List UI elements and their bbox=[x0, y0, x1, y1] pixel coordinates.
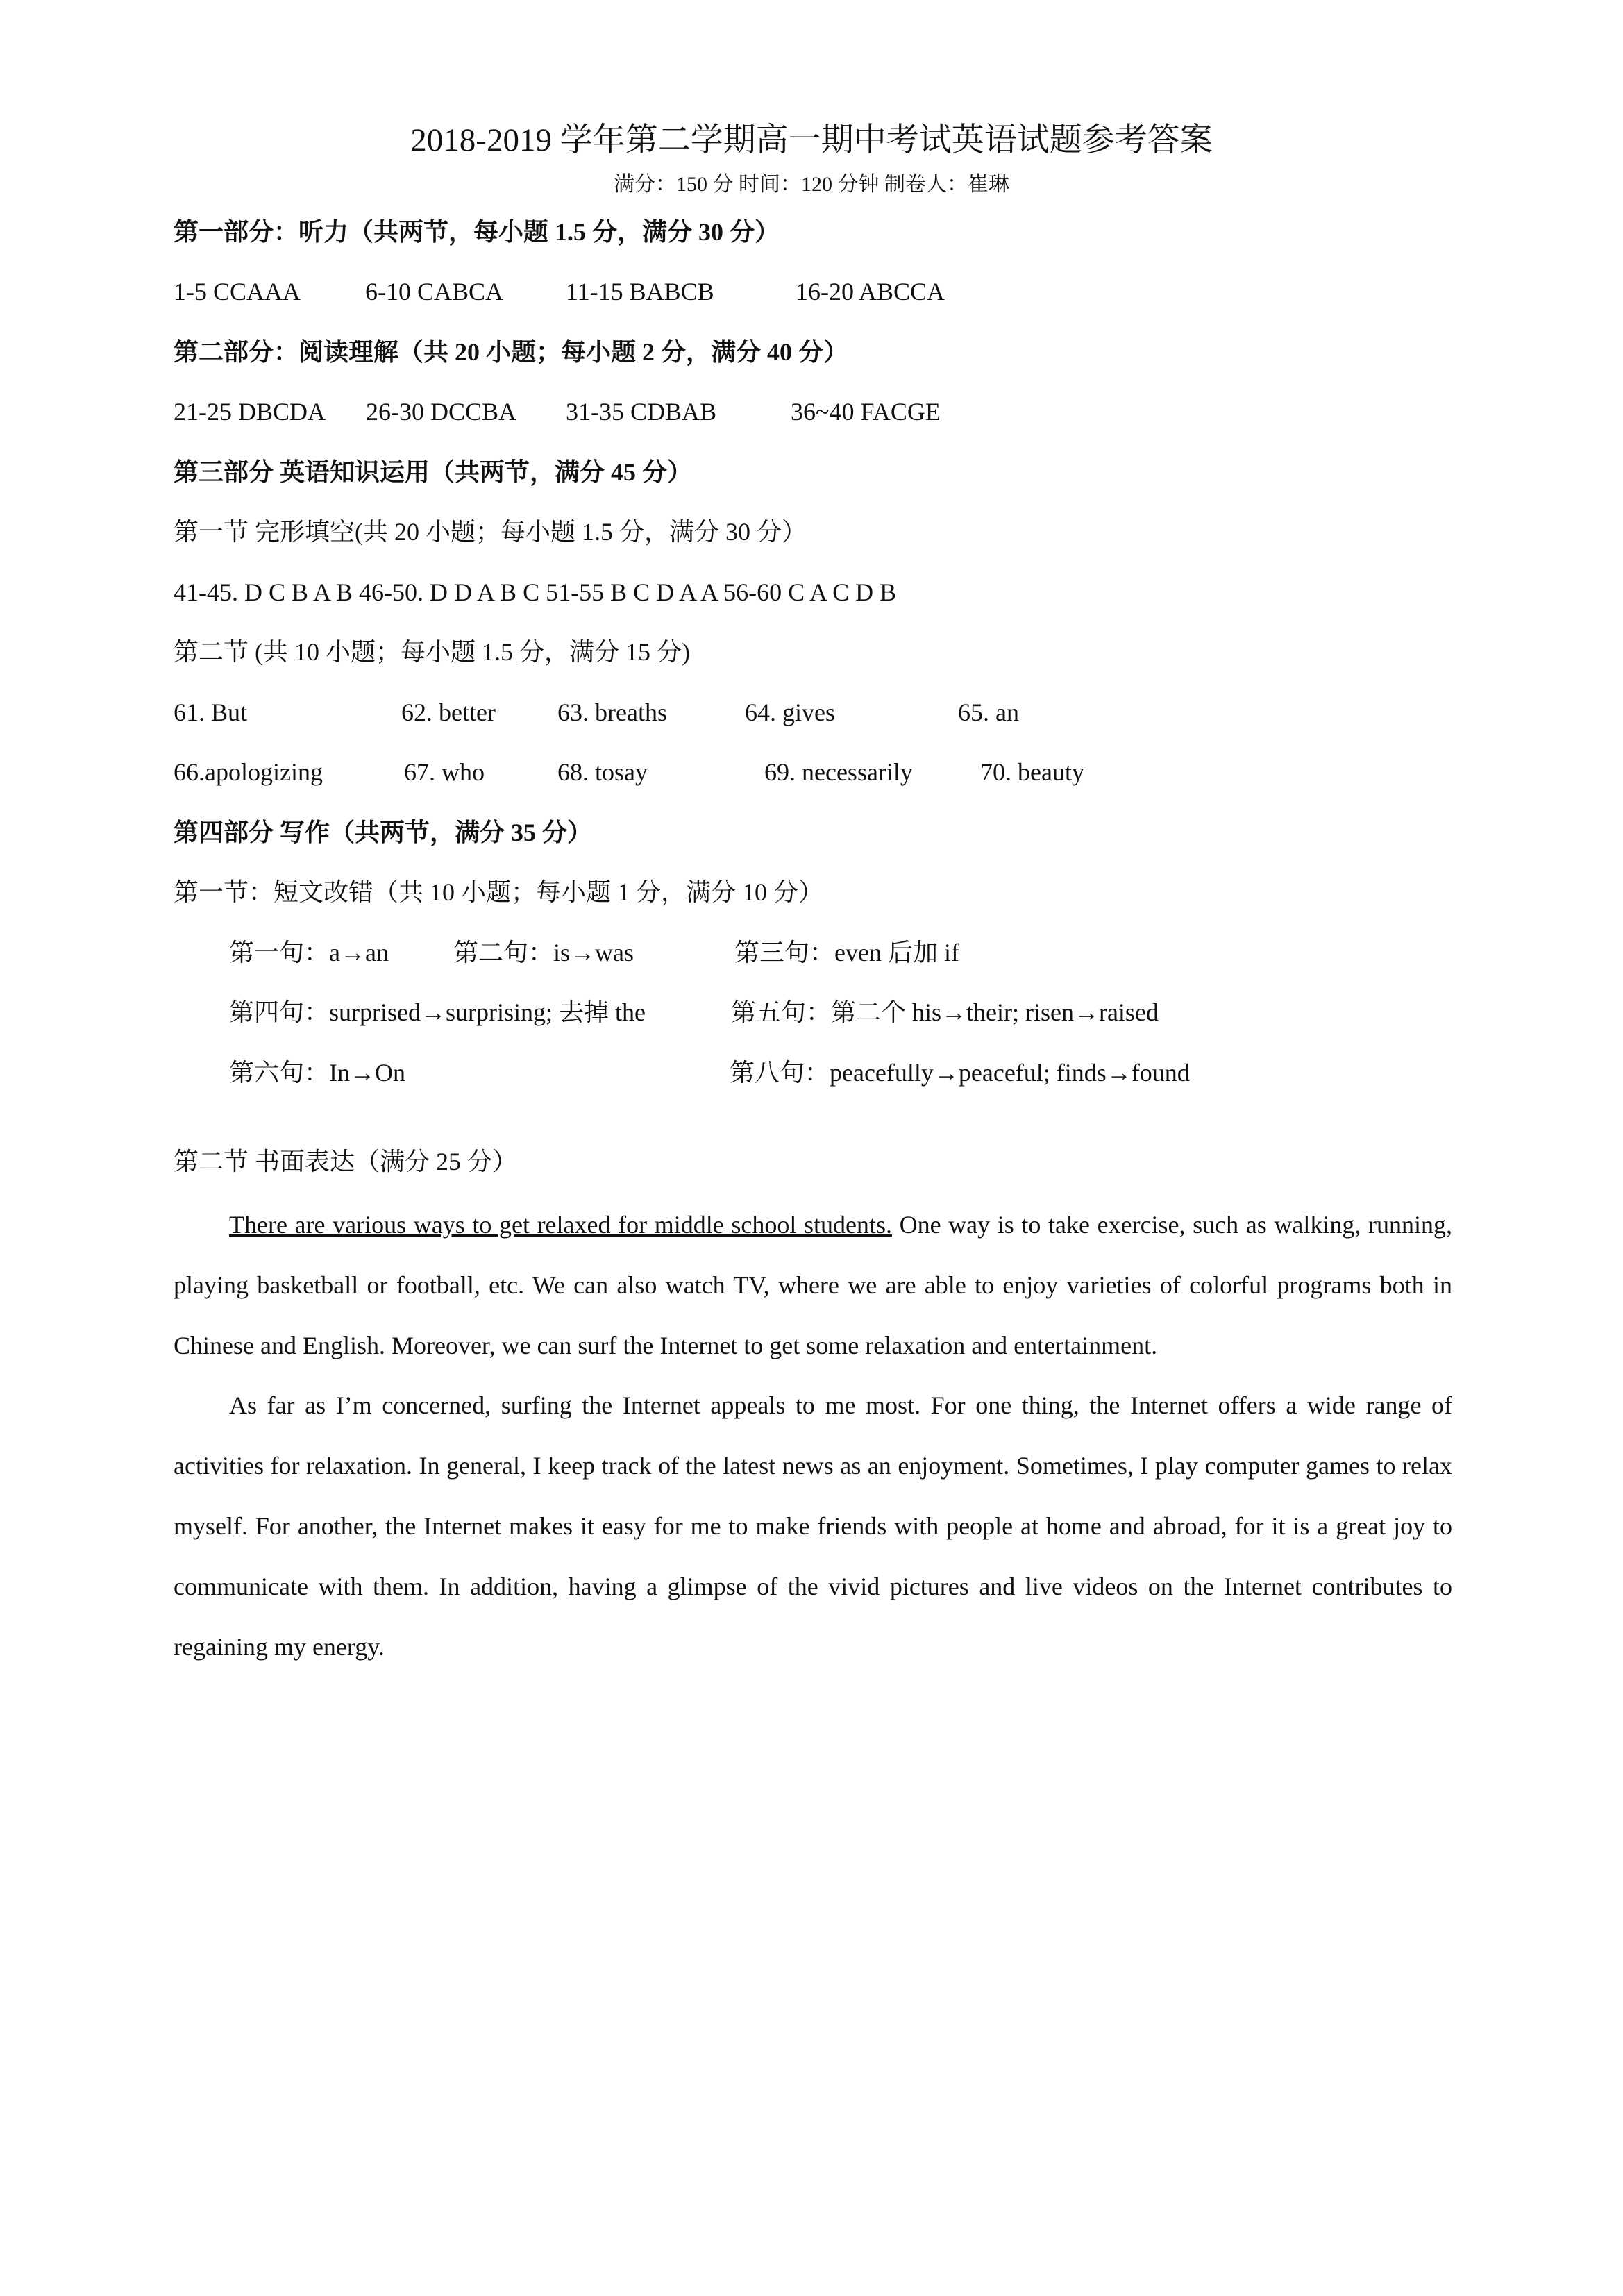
part1-answer-group: 1-5 CCAAA bbox=[174, 278, 301, 305]
part4-section2-heading: 第二节 书面表达（满分 25 分） bbox=[174, 1148, 518, 1175]
part2-answer-group: 26-30 DCCBA bbox=[366, 398, 517, 426]
part4-section1-heading: 第一节：短文改错（共 10 小题；每小题 1 分，满分 10 分） bbox=[174, 878, 824, 906]
part2-answer-group: 36~40 FACGE bbox=[791, 398, 941, 426]
grammar-answer: 68. tosay bbox=[557, 758, 648, 786]
essay-paragraph-2: As far as I’m concerned, surfing the Internet appeals to me most. For one thing, the Internet offers a wide range of activities for relaxation. In general, I keep track of the latest news as an enjoyment. Sometimes, I play computer games to relax myself. For another, the Internet makes it easy for me to make friends with people at home and abroad, for it is a great joy to communicate with them. In addition, having a glimpse of the vivid pictures and live videos on the Internet contributes to regaining my energy. bbox=[174, 1391, 1452, 1661]
part1-answer-group: 6-10 CABCA bbox=[365, 278, 504, 305]
correction-item: 第一句：a→an bbox=[229, 939, 389, 966]
essay-paragraph-1 bbox=[174, 1195, 1452, 1376]
part2-heading: 第二部分：阅读理解（共 20 小题；每小题 2 分，满分 40 分） bbox=[174, 338, 849, 366]
part3-section1-answers: 41-45. D C B A B 46-50. D D A B C 51-55 B C D A A 56-60 C A C D B bbox=[174, 578, 897, 606]
grammar-answer: 67. who bbox=[404, 758, 485, 786]
page-title: 2018-2019 学年第二学期高一期中考试英语试题参考答案 bbox=[410, 122, 1213, 158]
grammar-answer: 62. better bbox=[401, 698, 496, 726]
part1-heading: 第一部分：听力（共两节，每小题 1.5 分，满分 30 分） bbox=[174, 218, 780, 246]
grammar-answer: 61. But bbox=[174, 698, 248, 726]
grammar-answer: 66.apologizing bbox=[174, 758, 323, 786]
grammar-answer: 65. an bbox=[958, 698, 1019, 726]
grammar-answer: 69. necessarily bbox=[764, 758, 913, 786]
essay-paragraph-1-body: One way is to take exercise, such as walking, running, playing basketball or football, etc. We can also watch TV, where we are able to enjoy varieties of colorful programs both in Chinese and English. Moreover, we can surf the Internet to get some relaxation and entertainment. bbox=[174, 1211, 1452, 1359]
part3-section1-heading: 第一节 完形填空(共 20 小题；每小题 1.5 分，满分 30 分） bbox=[174, 518, 807, 546]
part1-answer-group: 16-20 ABCCA bbox=[796, 278, 945, 305]
correction-item: 第四句：surprised→surprising; 去掉 the bbox=[229, 998, 646, 1026]
correction-item: 第五句：第二个 his→their; risen→raised bbox=[731, 998, 1159, 1026]
part3-heading: 第三部分 英语知识运用（共两节，满分 45 分） bbox=[174, 458, 693, 486]
part4-heading: 第四部分 写作（共两节，满分 35 分） bbox=[174, 819, 593, 846]
part1-answer-group: 11-15 BABCB bbox=[566, 278, 714, 305]
correction-item: 第三句：even 后加 if bbox=[734, 939, 959, 966]
correction-item: 第二句：is→was bbox=[453, 939, 634, 966]
grammar-answer: 70. beauty bbox=[980, 758, 1084, 786]
correction-item: 第六句：In→On bbox=[229, 1059, 405, 1087]
essay-topic-sentence: There are various ways to get relaxed for middle school students. bbox=[229, 1211, 892, 1239]
grammar-answer: 63. breaths bbox=[557, 698, 667, 726]
part2-answer-group: 21-25 DBCDA bbox=[174, 398, 326, 426]
correction-item: 第八句：peacefully→peaceful; finds→found bbox=[730, 1059, 1190, 1087]
part3-section2-heading: 第二节 (共 10 小题；每小题 1.5 分，满分 15 分) bbox=[174, 638, 690, 666]
grammar-answer: 64. gives bbox=[745, 698, 835, 726]
page-subtitle: 满分：150 分 时间：120 分钟 制卷人：崔琳 bbox=[614, 173, 1009, 196]
part2-answer-group: 31-35 CDBAB bbox=[566, 398, 717, 426]
